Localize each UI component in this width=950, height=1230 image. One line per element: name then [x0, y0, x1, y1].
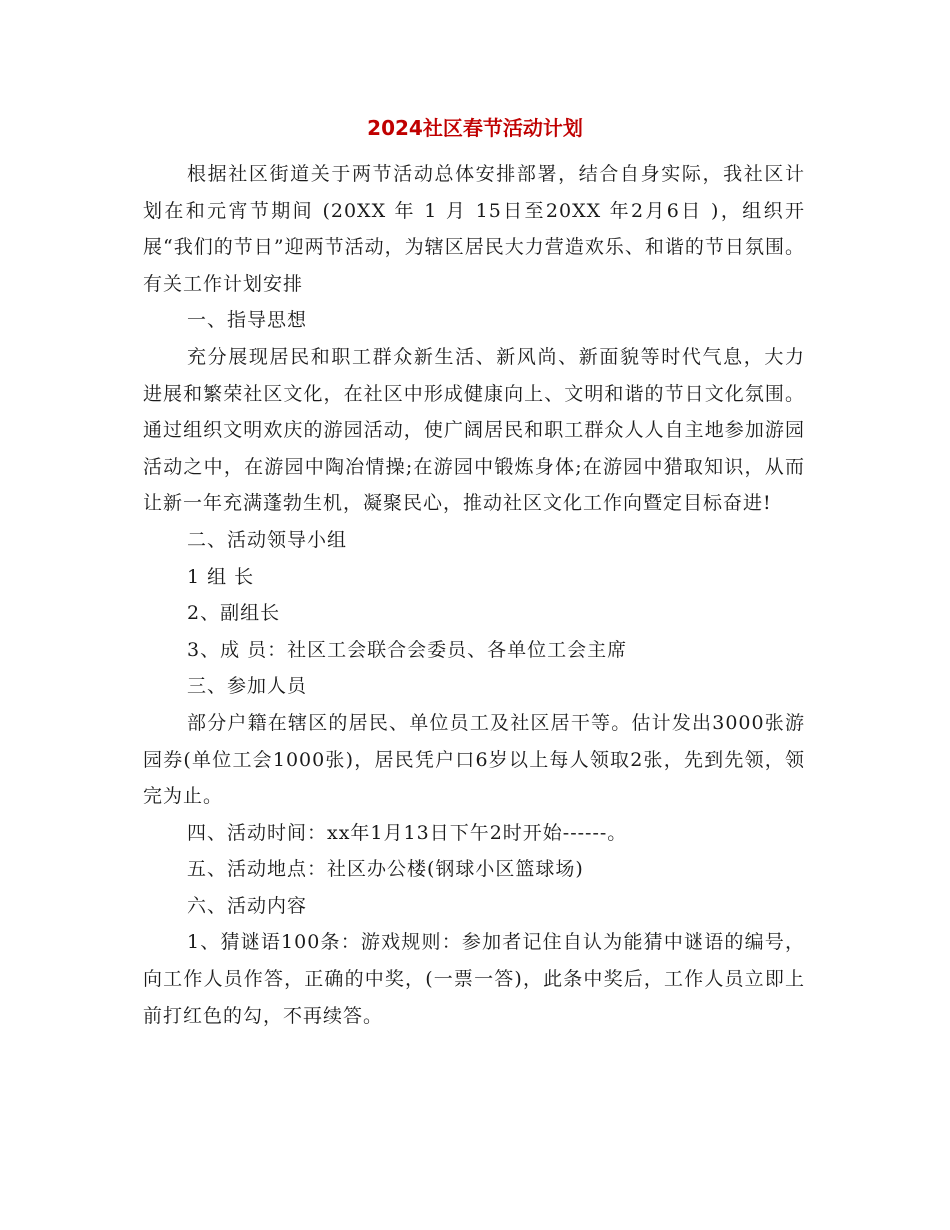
paragraph-intro: 根据社区街道关于两节活动总体安排部署，结合自身实际，我社区计划在和元宵节期间 (20XX 年 1 月 15日至20XX 年2月6日 )，组织开展“我们的节日”迎两节活动，为辖区居民大力营造欢乐、和谐的节日氛围。有关工作计划安排	[143, 163, 805, 295]
list-item-leader: 1 组 长	[187, 565, 255, 588]
paragraph-guiding-ideology: 充分展现居民和职工群众新生活、新风尚、新面貌等时代气息，大力进展和繁荣社区文化，在社区中形成健康向上、文明和谐的节日文化氛围。通过组织文明欢庆的游园活动，使广阔居民和职工群众人人自主地参加游园活动之中，在游园中陶冶情操;在游园中锻炼身体;在游园中猎取知识，从而让新一年充满蓬勃生机，凝聚民心，推动社区文化工作向暨定目标奋进!	[143, 345, 805, 515]
document-title: 2024社区春节活动计划	[367, 116, 583, 140]
paragraph-participants: 部分户籍在辖区的居民、单位员工及社区居干等。估计发出3000张游园券(单位工会1000张)，居民凭户口6岁以上每人领取2张，先到先领，领完为止。	[143, 711, 805, 808]
paragraph-riddles: 1、猜谜语100条：游戏规则：参加者记住自认为能猜中谜语的编号，向工作人员作答，正确的中奖，(一票一答)，此条中奖后，工作人员立即上前打红色的勾，不再续答。	[143, 931, 805, 1027]
document-body	[143, 156, 805, 1034]
heading-leadership-group: 二、活动领导小组	[187, 528, 348, 551]
list-item-deputy-leader: 2、副组长	[187, 602, 281, 625]
paragraph-activity-time: 四、活动时间：xx年1月13日下午2时开始------。	[187, 821, 628, 844]
paragraph-activity-location: 五、活动地点：社区办公楼(钢球小区篮球场)	[187, 858, 584, 881]
list-item-members: 3、成 员：社区工会联合会委员、各单位工会主席	[187, 638, 628, 661]
heading-guiding-ideology: 一、指导思想	[187, 309, 308, 332]
heading-activity-content: 六、活动内容	[187, 894, 308, 917]
heading-participants: 三、参加人员	[187, 675, 308, 698]
